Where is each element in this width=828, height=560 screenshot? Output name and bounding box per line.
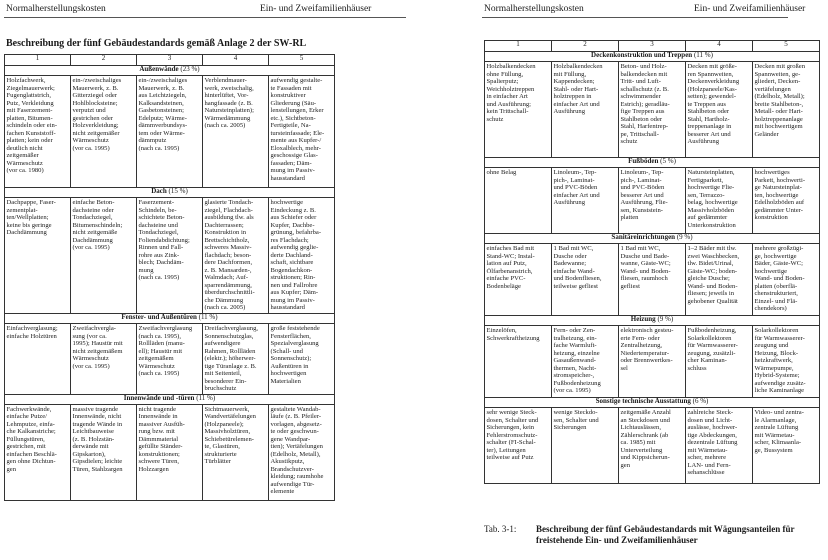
table-cell: ohne Belag	[485, 168, 552, 234]
section-header	[485, 158, 820, 168]
section-weight: (9 %)	[676, 233, 693, 241]
table-cell: Fußbodenheizung, Solarkollektoren für Warmwasserer- zeugung, zusätzli- cher Kaminan- schluss	[686, 326, 753, 398]
running-header-left: Normalherstellungskosten	[6, 4, 106, 14]
standards-table-left	[4, 54, 335, 501]
table-row	[5, 198, 335, 314]
table-cell: 1–2 Bäder mit tlw. zwei Waschbecken, tlw. Bidet/Urinal, Gäste-WC; boden- gleiche Dusche; Wand- und Boden- fliesen; jeweils in gehobener Qualität	[686, 244, 753, 316]
header-rule	[482, 17, 788, 18]
section-header-row	[485, 398, 820, 408]
section-weight: (11 %)	[198, 313, 218, 321]
section-name: Dach	[151, 187, 167, 195]
column-number-row	[5, 55, 335, 66]
table-title: Beschreibung der fünf Gebäudestandards gemäß Anlage 2 der SW-RL	[6, 38, 307, 49]
section-name: Fußböden	[628, 157, 659, 165]
section-name: Deckenkonstruktion und Treppen	[591, 51, 693, 59]
section-header-row	[485, 316, 820, 326]
running-header-left: Normalherstellungskosten	[484, 4, 584, 14]
section-weight: (9 %)	[657, 315, 674, 323]
section-name: Sonstige technische Ausstattung	[595, 397, 691, 405]
table-cell: große feststehende Fensterflächen, Spezialverglasung (Schall- und Sonnenschutz); Außentüren in hochwertigen Materialien	[269, 324, 335, 395]
section-weight: (11 %)	[196, 394, 216, 402]
table-cell: Faserzement- Schindeln, be- schichtete Beton- dachsteine und Tondachziegel, Foliendabdichtung; Rinnen und Fall- rohre aus Zink- blech; Dachdäm- mung (nach ca. 1995)	[137, 198, 203, 314]
header-rule	[4, 17, 406, 18]
section-header	[485, 316, 820, 326]
table-cell: Dachpappe, Faser- zementplat- ten/Wellplatten; keine bis geringe Dachdämmung	[5, 198, 71, 314]
table-cell: Video- und zentra- le Alarmanlage, zentrale Lüftung mit Wärmetau- scher, Klimaanla- ge, Bussystem	[753, 408, 820, 484]
table-cell: Solarkollektoren für Warmwasserer- zeugung und Heizung, Block- heizkraftwerk, Wärmepumpe, Hybrid-Systeme; aufwendige zusätz- liche Kaminanlage	[753, 326, 820, 398]
section-header-row	[485, 52, 820, 62]
table-cell: Natursteinplatten, Fertigparkett, hochwertige Flie- sen, Terrazzo- belag, hochwertige Massivholzböden auf gedämmter Unterkonstruktion	[686, 168, 753, 234]
table-cell: Holzbalkendecken mit Füllung, Kappendecken; Stahl- oder Hart- holztreppen in einfacher Art und Ausführung	[552, 62, 619, 158]
table-cell: Decken mit großen Spannweiten, ge- gliedert, Decken- vertäfelungen (Edelholz, Metall); breite Stahlbeton-, Metall- oder Hart- holztreppenanlage mit hochwertigem Geländer	[753, 62, 820, 158]
section-header-row	[485, 234, 820, 244]
caption-label: Tab. 3-1:	[484, 524, 517, 534]
table-row	[485, 326, 820, 398]
col-num: 3	[619, 41, 686, 52]
section-header	[5, 66, 335, 76]
section-weight: (11 %)	[693, 51, 713, 59]
col-num: 5	[269, 55, 335, 66]
table-row	[485, 408, 820, 484]
table-cell: Einzelöfen, Schwerkraftheizung	[485, 326, 552, 398]
col-num: 1	[5, 55, 71, 66]
section-name: Heizung	[630, 315, 656, 323]
section-name: Fenster- und Außentüren	[121, 313, 197, 321]
col-num: 2	[552, 41, 619, 52]
table-cell: Zweifachverglasung (nach ca. 1995), Rollläden (manu- ell); Haustür mit zeitgemäßem Wärmeschutz (nach ca. 1995)	[137, 324, 203, 395]
col-num: 4	[203, 55, 269, 66]
section-weight: (5 %)	[660, 157, 676, 165]
table-cell: elektronisch gesteu- erte Fern- oder Zentralheizung, Niedertemperatur- oder Brennwertkes- sel	[619, 326, 686, 398]
section-header	[5, 394, 335, 404]
col-num: 2	[71, 55, 137, 66]
section-header-row	[5, 66, 335, 76]
table-cell: Verblendmauer- werk, zweischalig, hinterlüftet, Vor- hangfassade (z. B. Natursteinplatten); Wärmedämmung (nach ca. 2005)	[203, 76, 269, 188]
section-header	[485, 52, 820, 62]
section-header	[485, 234, 820, 244]
table-cell: Einfachverglasung; einfache Holztüren	[5, 324, 71, 395]
caption-text: Beschreibung der fünf Gebäudestandards mit Wägungsanteilen für freistehende Ein- und Zweifamilienhäuser	[536, 524, 795, 545]
section-header	[485, 398, 820, 408]
col-num: 4	[686, 41, 753, 52]
col-num: 5	[753, 41, 820, 52]
section-header-row	[485, 158, 820, 168]
table-cell: Fern- oder Zen- tralheizung, ein- fache Warmluft- heizung, einzelne Gasaußenwand- thermen, Nacht- stromspeicher-, Fußbodenheizung (vor ca. 1995)	[552, 326, 619, 398]
section-header-row	[5, 188, 335, 198]
table-cell: Dreifachverglasung, Sonnenschutzglas, aufwendigere Rahmen, Rollläden (elektr.); höherwer- tige Türanlage z. B. mit Seitenteil, besonderer Ein- bruchschutz	[203, 324, 269, 395]
table-cell: Linoleum-, Tep- pich-, Laminat- und PVC-Böden einfacher Art und Ausführung	[552, 168, 619, 234]
table-cell: ein-/zweischaliges Mauerwerk, z. B. aus Leichtziegeln, Kalksandsteinen, Gasbetonsteinen; Edelputz; Wärme- dämmverbundsys- tem oder Wärme- dämmputz (nach ca. 1995)	[137, 76, 203, 188]
table-cell: nicht tragende Innenwände in massiver Ausfüh- rung bzw. mit Dämmmaterial gefüllte Ständer- konstruktionen; schwere Türen, Holzzargen	[137, 404, 203, 500]
section-name: Außenwände	[139, 65, 179, 73]
table-caption	[484, 524, 824, 554]
table-cell: massive tragende Innenwände, nicht tragende Wände in Leichtbauweise (z. B. Holzstän- derwände mit Gipskarton), Gipsdielen; leichte Türen, Stahlzargen	[71, 404, 137, 500]
table-cell: Sichtmauerwerk, Wandvertäfelungen (Holzpaneele); Massivholztüren, Schiebetürelemen- te, Glastüren, strukturierte Türblätter	[203, 404, 269, 500]
table-cell: Beton- und Holz- balkendecken mit Tritt- und Luft- schallschutz (z. B. schwimmender Estrich); geradläu- fige Treppen aus Stahlbeton oder Stahl, Harfentrep- pe, Trittschall- schutz	[619, 62, 686, 158]
table-cell: wenige Steckdo- sen, Schalter und Sicherungen	[552, 408, 619, 484]
table-cell: ein-/zweischaliges Mauerwerk, z. B. Gitterziegel oder Hohlblocksteine; verputzt und gestrichen oder Holzverkleidung; nicht zeitgemäßer Wärmeschutz (vor ca. 1995)	[71, 76, 137, 188]
running-header-right: Ein- und Zweifamilienhäuser	[260, 4, 372, 14]
table-cell: hochwertiges Parkett, hochwerti- ge Natursteinplat- ten, hochwertige Edelholzböden auf gedämmter Unter- konstruktion	[753, 168, 820, 234]
table-cell: glasierte Tondach- ziegel, Flachdach- ausbildung tlw. als Dachterrassen; Konstruktion in Brettschichtholz, schweres Massiv- flachdach; beson- dere Dachformen, z. B. Mansarden-, Walmdach; Auf- sparrendämmung, überdurchschnittli- che Dämmung (nach ca. 2005)	[203, 198, 269, 314]
table-row	[5, 404, 335, 500]
table-cell: zeitgemäße Anzahl an Steckdosen und Lichtauslässen, Zählerschrank (ab ca. 1985) mit Unterverteilung und Kippsicherun- gen	[619, 408, 686, 484]
table-cell: gestaltete Wandab- läufe (z. B. Pfeiler- vorlagen, abgesetz- te oder geschwun- gene Wandpar- tien); Vertäfelungen (Edelholz, Metall), Akustikputz, Brandschutzver- kleidung; raumhohe aufwendige Tür- elemente	[269, 404, 335, 500]
table-row	[485, 168, 820, 234]
table-cell: Decken mit größe- ren Spannweiten, Deckenverkleidung (Holzpaneele/Kas- setten); gewendel- te Treppen aus Stahlbeton oder Stahl, Hartholz- treppenanlage in besserer Art und Ausführung	[686, 62, 753, 158]
table-cell: zahlreiche Steck- dosen und Licht- auslässe, hochwer- tige Abdeckungen, dezentrale Lüftung mit Wärmetau- scher, mehrere LAN- und Fern- sehanschlüsse	[686, 408, 753, 484]
table-row	[5, 76, 335, 188]
table-row	[485, 62, 820, 158]
table-cell: einfache Beton- dachsteine oder Tondachziegel, Bitumenschindeln; nicht zeitgemäße Dachdämmung (vor ca. 1995)	[71, 198, 137, 314]
section-header-row	[5, 394, 335, 404]
standards-table-right	[484, 40, 820, 484]
col-num: 1	[485, 41, 552, 52]
table-cell: aufwendig gestalte- te Fassaden mit konstruktiver Gliederung (Säu- lenstellungen, Erker etc.), Sichtbeton- Fertigteile, Na- tursteinfassade; Ele- mente aus Kupfer-/ Eloxalblech, mehr- geschossige Glas- fassaden; Däm- mung im Passiv- hausstandard	[269, 76, 335, 188]
table-cell: Holzfachwerk, Ziegelmauerwerk; Fugenglattstrich, Putz, Verkleidung mit Faserzement- platten, Bitumen- schindeln oder ein- fachen Kunststoff- platten; kein oder deutlich nicht zeitgemäßer Wärmeschutz (vor ca. 1980)	[5, 76, 71, 188]
table-cell: mehrere großzügi- ge, hochwertige Bäder, Gäste-WC; hochwertige Wand- und Boden- platten (oberflä- chenstrukturiert, Einzel- und Flä- chendekors)	[753, 244, 820, 316]
table-cell: hochwertige Eindeckung z. B. aus Schiefer oder Kupfer, Dachbe- grünung, befahrba- res Flachdach; aufwendig geglie- derte Dachland- schaft, sichtbare Bogendachkon- struktionen; Rin- nen und Fallrohre aus Kupfer; Däm- mung im Passiv- hausstandard	[269, 198, 335, 314]
table-cell: Linoleum-, Tep- pich-, Laminat- und PVC-Böden besserer Art und Ausführung, Flie- sen, Kunststein- platten	[619, 168, 686, 234]
section-name: Sanitäreinrichtungen	[611, 233, 676, 241]
table-cell: Zweifachvergla- sung (vor ca. 1995); Haustür mit nicht zeitgemäßem Wärmeschutz (vor ca. 1995)	[71, 324, 137, 395]
table-row	[5, 324, 335, 395]
table-cell: 1 Bad mit WC, Dusche und Bade- wanne, Gäste-WC; Wand- und Boden- fliesen, raumhoch gefliest	[619, 244, 686, 316]
section-header	[5, 314, 335, 324]
section-weight: (23 %)	[180, 65, 200, 73]
table-cell: 1 Bad mit WC, Dusche oder Badewanne; einfache Wand- und Bodenfliesen, teilweise gefliest	[552, 244, 619, 316]
table-cell: Holzbalkendecken ohne Füllung, Spalierputz; Weichholztreppen in einfacher Art und Ausführung; kein Trittschall- schutz	[485, 62, 552, 158]
table-cell: einfaches Bad mit Stand-WC; Instal- lation auf Putz, Ölfarbenanstrich, einfache PVC- Bodenbeläge	[485, 244, 552, 316]
right-page	[414, 0, 828, 560]
section-header	[5, 188, 335, 198]
table-row	[485, 244, 820, 316]
table-cell: sehr wenige Steck- dosen, Schalter und Sicherungen, kein Fehlerstromschutz- schalter (FI-Schal- ter), Leitungen teilweise auf Putz	[485, 408, 552, 484]
section-header-row	[5, 314, 335, 324]
section-weight: (6 %)	[692, 397, 709, 405]
column-number-row	[485, 41, 820, 52]
col-num: 3	[137, 55, 203, 66]
section-name: Innenwände und -türen	[123, 394, 195, 402]
section-weight: (15 %)	[168, 187, 188, 195]
running-header-right: Ein- und Zweifamilienhäuser	[694, 4, 806, 14]
table-cell: Fachwerkwände, einfache Putze/ Lehmputze, einfa- che Kalkanstriche; Füllungstüren, gestrichen, mit einfachen Beschlä- gen ohne Dichtun- gen	[5, 404, 71, 500]
